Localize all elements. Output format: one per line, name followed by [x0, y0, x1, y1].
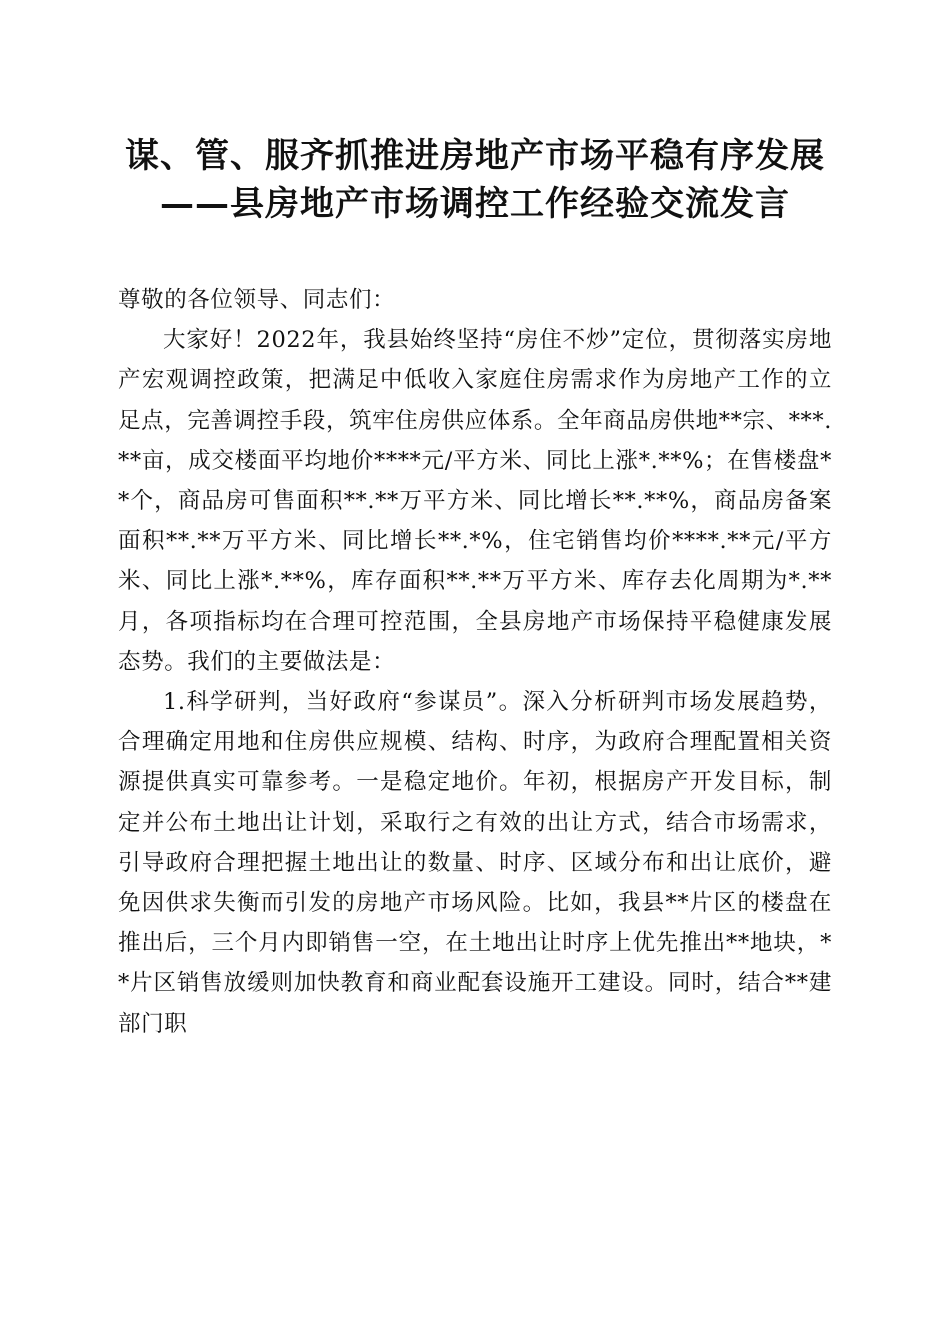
- paragraph-section-1: 1.科学研判，当好政府“参谋员”。深入分析研判市场发展趋势，合理确定用地和住房供应规模、结构、时序，为政府合理配置相关资源提供真实可靠参考。一是稳定地价。年初，根据房产开发目标，制定并公布土地出让计划，采取行之有效的出让方式，结合市场需求，引导政府合理把握土地出让的数量、时序、区域分布和出让底价，避免因供求失衡而引发的房地产市场风险。比如，我县**片区的楼盘在推出后，三个月内即销售一空，在土地出让时序上优先推出**地块，**片区销售放缓则加快教育和商业配套设施开工建设。同时，结合**建部门职: [118, 689, 832, 1037]
- document-body: [118, 280, 832, 1044]
- title-block: [60, 132, 890, 228]
- paragraph-intro: 大家好！2022年，我县始终坚持“房住不炒”定位，贯彻落实房地产宏观调控政策，把满足中低收入家庭住房需求作为房地产工作的立足点，完善调控手段，筑牢住房供应体系。全年商品房供地**宗、***.**亩，成交楼面平均地价****元/平方米、同比上涨*.**%；在售楼盘**个，商品房可售面积**.**万平方米、同比增长**.**%，商品房备案面积**.**万平方米、同比增长**.*%，住宅销售均价****.**元/平方米、同比上涨*.**%，库存面积**.**万平方米、库存去化周期为*.**月，各项指标均在合理可控范围，全县房地产市场保持平稳健康发展态势。我们的主要做法是：: [118, 327, 832, 675]
- document-subtitle: ——县房地产市场调控工作经验交流发言: [160, 184, 790, 224]
- salutation: 尊敬的各位领导、同志们：: [118, 287, 396, 313]
- document-title: 谋、管、服齐抓推进房地产市场平稳有序发展: [125, 136, 825, 176]
